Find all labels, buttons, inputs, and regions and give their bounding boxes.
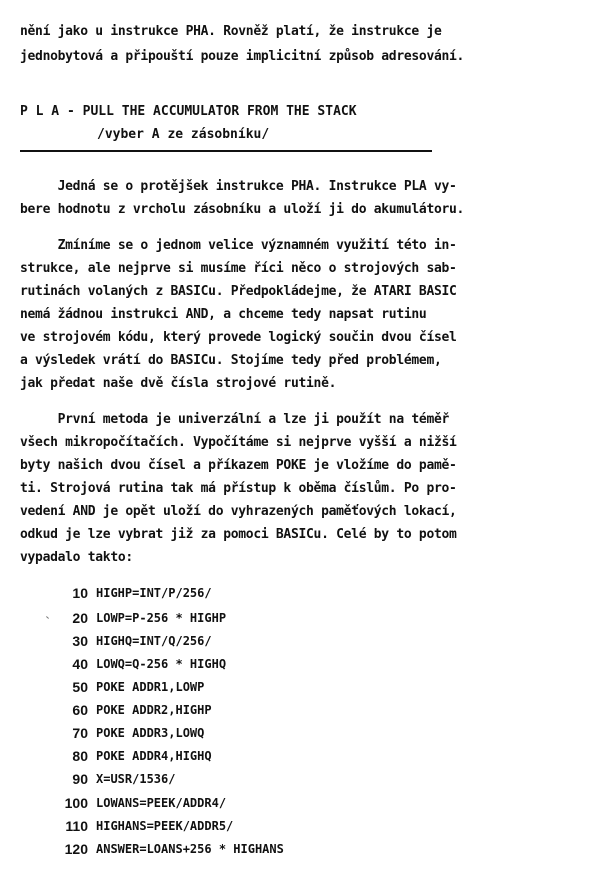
para1-line-1: Jedná se o protějšek instrukce PHA. Instrukce PLA vy- — [20, 179, 457, 194]
code-line-number: 110 — [65, 818, 88, 834]
intro-line-2: jednobytová a připouští pouze implicitní způsob adresování. — [20, 49, 465, 64]
para3-line-5: vedení AND je opět uloží do vyhrazených paměťových lokací, — [20, 504, 457, 519]
code-statement: LOWANS=PEEK/ADDR4/ — [96, 796, 227, 810]
code-line-number: 90 — [72, 771, 88, 787]
code-line-number: 80 — [72, 748, 88, 764]
code-statement: POKE ADDR3,LOWQ — [96, 726, 205, 740]
code-line-number: 40 — [72, 656, 88, 672]
code-line-number: 120 — [64, 841, 88, 857]
code-line-number: 50 — [72, 679, 88, 695]
code-statement: LOWQ=Q-256 * HIGHQ — [96, 657, 227, 671]
code-statement: HIGHQ=INT/Q/256/ — [96, 634, 212, 648]
code-line-number: 30 — [72, 633, 88, 649]
code-statement: ANSWER=LOANS+256 * HIGHANS — [96, 842, 284, 856]
para3-line-6: odkud je lze vybrat již za pomoci BASICu. Celé by to potom — [20, 527, 457, 542]
para3-line-1: První metoda je univerzální a lze ji použít na téměř — [20, 412, 450, 427]
code-statement: HIGHANS=PEEK/ADDR5/ — [96, 819, 234, 833]
para2-line-4: nemá žádnou instrukci AND, a chceme tedy napsat rutinu — [20, 307, 427, 322]
code-line-number: 100 — [64, 795, 88, 811]
code-line-number: 70 — [72, 725, 88, 741]
code-statement: POKE ADDR2,HIGHP — [96, 703, 212, 717]
code-statement: LOWP=P-256 * HIGHP — [96, 611, 227, 625]
para2-line-2: strukce, ale nejprve si musíme říci něco o strojových sab- — [20, 261, 457, 276]
code-statement: X=USR/1536/ — [96, 772, 176, 786]
para1-line-2: bere hodnotu z vrcholu zásobníku a uloží ji do akumulátoru. — [20, 202, 465, 217]
para3-line-3: byty našich dvou čísel a příkazem POKE je vložíme do pamě- — [20, 458, 457, 473]
code-line-number: 10 — [72, 585, 88, 601]
para2-line-7: jak předat naše dvě čísla strojové rutině. — [20, 376, 337, 391]
code-line-number: 60 — [72, 702, 88, 718]
para2-line-1: Zmíníme se o jednom velice významném využití této in- — [20, 238, 457, 253]
para3-line-4: ti. Strojová rutina tak má přístup k oběma číslům. Po pro- — [20, 481, 457, 496]
section-subtitle: /vyber A ze zásobníku/ — [97, 127, 270, 142]
code-statement: POKE ADDR4,HIGHQ — [96, 749, 212, 763]
para3-line-2: všech mikropočítačích. Vypočítáme si nejprve vyšší a nižší — [20, 435, 457, 450]
para2-line-5: ve strojovém kódu, který provede logický součin dvou čísel — [20, 330, 457, 345]
code-statement: POKE ADDR1,LOWP — [96, 680, 205, 694]
para3-line-7: vypadalo takto: — [20, 550, 133, 565]
code-statement: HIGHP=INT/P/256/ — [96, 586, 212, 600]
para2-line-3: rutinách volaných z BASICu. Předpokládejme, že ATARI BASIC — [20, 284, 457, 299]
heading-underline — [20, 150, 432, 152]
intro-line-1: nění jako u instrukce PHA. Rovněž platí, že instrukce je — [20, 24, 442, 39]
code-line-number: 20 — [72, 610, 88, 626]
para2-line-6: a výsledek vrátí do BASICu. Stojíme tedy před problémem, — [20, 353, 442, 368]
section-title: P L A - PULL THE ACCUMULATOR FROM THE STACK — [20, 104, 357, 119]
